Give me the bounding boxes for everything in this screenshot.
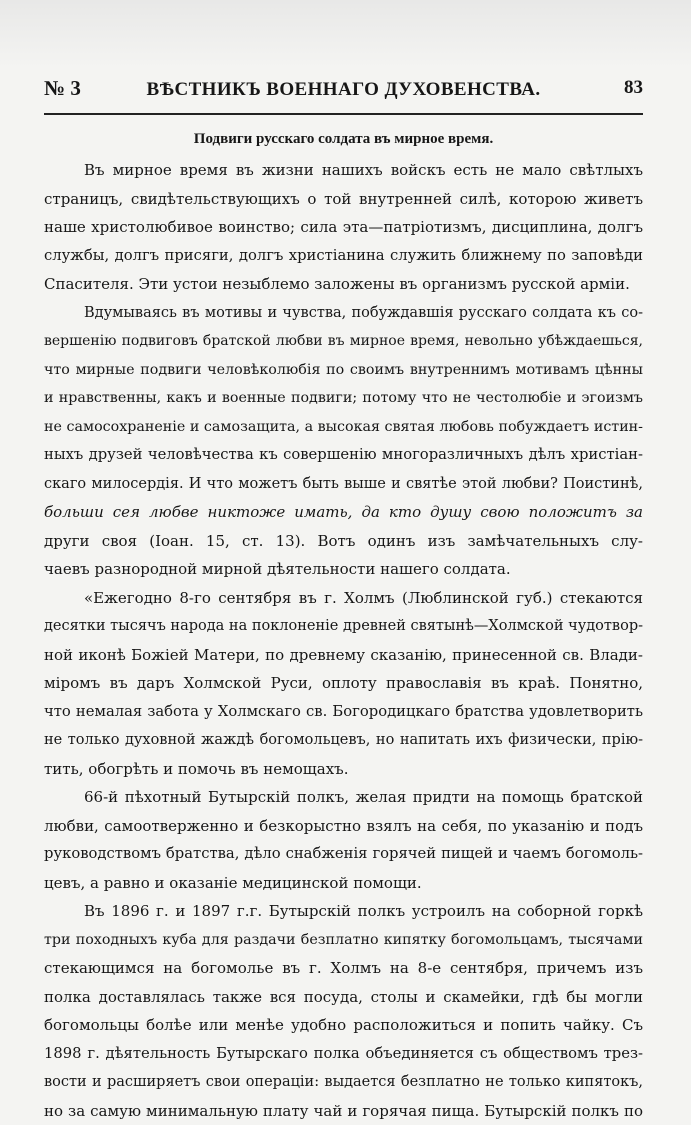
scripture-quote-line: больши сея любве никтоже имать, да кто душу свою положитъ за — [44, 498, 643, 527]
text-line: не только духовной жаждѣ богомольцевъ, но напитать ихъ физически, прію- — [44, 726, 643, 755]
paragraph — [44, 584, 643, 784]
text-line: и нравственны, какъ и военные подвиги; потому что не честолюбіе и эгоизмъ — [44, 384, 643, 413]
text-line: чаевъ разнородной мирной дѣятельности нашего солдата. — [44, 555, 643, 584]
page-number: 83 — [624, 77, 643, 99]
article-title: Подвиги русскаго солдата въ мирное время. — [44, 122, 643, 156]
text-line: міромъ въ даръ Холмской Руси, оплоту православія въ краѣ. Понятно, — [44, 669, 643, 698]
text-line: три походныхъ куба для раздачи безплатно кипятку богомольцамъ, тысячами — [44, 926, 643, 955]
text-line: 1898 г. дѣятельность Бутырскаго полка объединяется съ обществомъ трез- — [44, 1040, 643, 1069]
text-line: руководствомъ братства, дѣло снабженія горячей пищей и чаемъ богомоль- — [44, 840, 643, 869]
text-line: полка доставлялась также вся посуда, столы и скамейки, гдѣ бы могли — [44, 983, 643, 1012]
paragraph — [44, 156, 643, 299]
paragraph — [44, 897, 643, 1125]
running-header — [44, 76, 643, 106]
text-line: богомольцы болѣе или менѣе удобно расположиться и попить чайку. Съ — [44, 1011, 643, 1040]
text-line: 66-й пѣхотный Бутырскій полкъ, желая придти на помощь братской — [44, 783, 643, 812]
text-line: Вдумываясь въ мотивы и чувства, побуждавшія русскаго солдата къ со- — [44, 299, 643, 328]
text-line: «Ежегодно 8-го сентября въ г. Холмъ (Люблинской губ.) стекаются — [44, 584, 643, 613]
header-rule — [44, 113, 643, 115]
journal-title: ВѢСТНИКЪ ВОЕННАГО ДУХОВЕНСТВА. — [44, 79, 643, 101]
text-line: тить, обогрѣть и помочь въ немощахъ. — [44, 755, 643, 784]
text-line: страницъ, свидѣтельствующихъ о той внутренней силѣ, которою живетъ — [44, 185, 643, 214]
text-line: службы, долгъ присяги, долгъ христіанина служить ближнему по заповѣди — [44, 242, 643, 271]
text-line: что мирные подвиги человѣколюбія по своимъ внутреннимъ мотивамъ цѣнны — [44, 356, 643, 385]
text-line: любви, самоотверженно и безкорыстно взялъ на себя, по указанію и подъ — [44, 812, 643, 841]
text-line: други своя (Іоан. 15, ст. 13). Вотъ одинъ изъ замѣчательныхъ слу- — [44, 527, 643, 556]
text-line: вости и расширяетъ свои операціи: выдается безплатно не только кипятокъ, — [44, 1068, 643, 1097]
text-line: но за самую минимальную плату чай и горячая пища. Бутырскій полкъ по — [44, 1097, 643, 1125]
paragraph — [44, 299, 643, 584]
text-line: что немалая забота у Холмскаго св. Богородицкаго братства удовлетворить — [44, 698, 643, 727]
text-line: Въ 1896 г. и 1897 г.г. Бутырскій полкъ устроилъ на соборной горкѣ — [44, 897, 643, 926]
issue-number: № 3 — [44, 76, 81, 101]
paragraph — [44, 783, 643, 897]
previous-page-bleed — [0, 0, 691, 68]
text-line: десятки тысячъ народа на поклоненіе древней святынѣ—Холмской чудотвор- — [44, 612, 643, 641]
text-line: наше христолюбивое воинство; сила эта—патріотизмъ, дисциплина, долгъ — [44, 213, 643, 242]
text-line: цевъ, а равно и оказаніе медицинской помощи. — [44, 869, 643, 898]
text-line: стекающимся на богомолье въ г. Холмъ на 8-е сентября, причемъ изъ — [44, 954, 643, 983]
text-line: Спасителя. Эти устои незыблемо заложены въ организмъ русской арміи. — [44, 270, 643, 299]
text-line: ной иконѣ Божіей Матери, по древнему сказанію, принесенной св. Влади- — [44, 641, 643, 670]
text-line: не самосохраненіе и самозащита, а высокая святая любовь побуждаетъ истин- — [44, 413, 643, 442]
text-line: Въ мирное время въ жизни нашихъ войскъ есть не мало свѣтлыхъ — [44, 156, 643, 185]
text-line: ныхъ друзей человѣчества къ совершенію многоразличныхъ дѣлъ христіан- — [44, 441, 643, 470]
text-line: вершенію подвиговъ братской любви въ мирное время, невольно убѣждаешься, — [44, 327, 643, 356]
article-body — [44, 122, 643, 1125]
text-line: скаго милосердія. И что можетъ быть выше и святѣе этой любви? Поистинѣ, — [44, 470, 643, 499]
